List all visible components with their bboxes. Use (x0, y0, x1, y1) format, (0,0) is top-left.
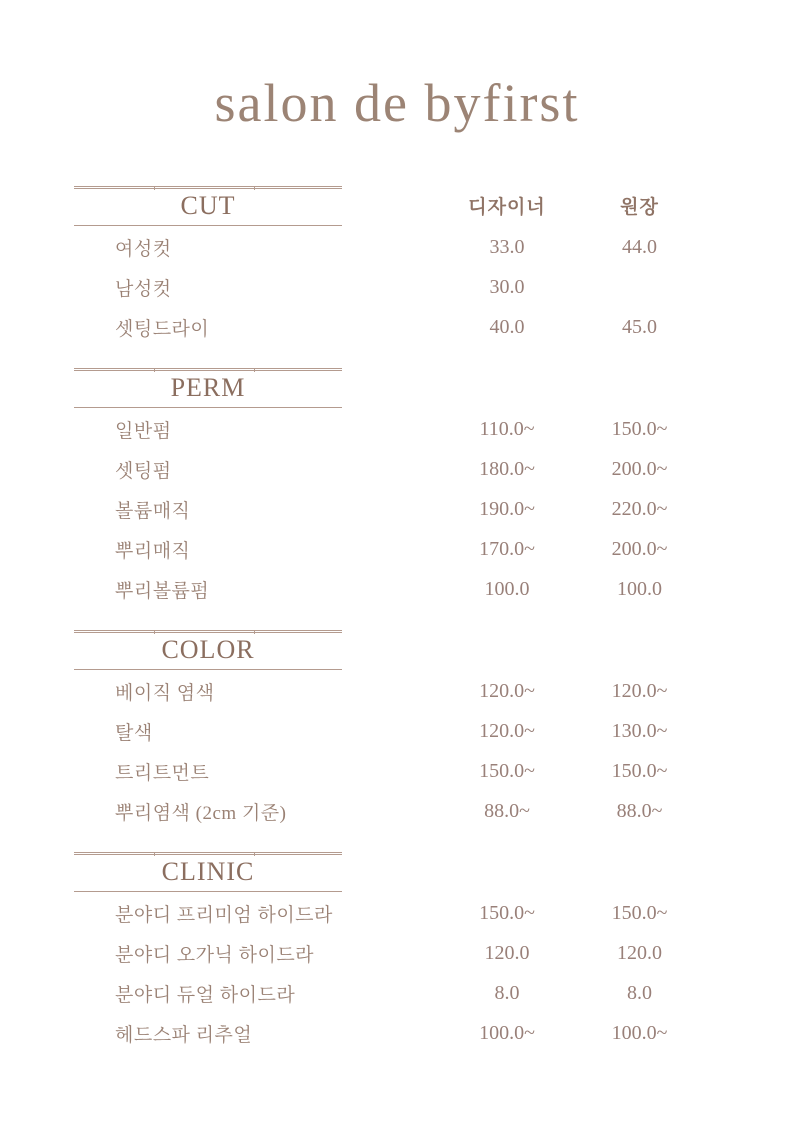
column-header-director: 원장 (620, 197, 659, 218)
item-label: 셋팅펌 (115, 461, 172, 482)
table-row (74, 228, 794, 268)
designer-price: 120.0~ (479, 720, 535, 742)
section-color (74, 630, 794, 832)
table-row (74, 490, 794, 530)
director-price: 120.0 (617, 942, 662, 964)
director-price: 200.0~ (611, 458, 668, 480)
table-row (74, 1014, 794, 1054)
table-row (74, 752, 794, 792)
designer-price: 40.0 (489, 316, 525, 338)
table-divider-tick (154, 368, 155, 372)
item-label: 볼륨매직 (115, 501, 191, 522)
table-row (74, 712, 794, 752)
item-label: 남성컷 (115, 279, 172, 300)
section-cut (74, 186, 794, 348)
table-row (74, 530, 794, 570)
item-label: 헤드스파 리추얼 (115, 1025, 253, 1046)
item-label: 뿌리매직 (115, 541, 191, 562)
item-label: 뿌리볼륨펌 (115, 581, 210, 602)
director-price: 45.0 (622, 316, 657, 338)
designer-price: 100.0~ (479, 1022, 535, 1044)
item-label: 트리트먼트 (115, 763, 210, 784)
table-divider-tick (154, 852, 155, 856)
director-price: 120.0~ (611, 680, 668, 702)
table-row (74, 410, 794, 450)
table-divider-tick (254, 630, 255, 634)
table-row (74, 308, 794, 348)
section-perm-title: PERM (170, 372, 246, 402)
designer-price: 150.0~ (479, 760, 535, 782)
item-label: 분야디 듀얼 하이드라 (115, 985, 296, 1006)
table-row (74, 672, 794, 712)
section-perm-header-row (74, 368, 794, 408)
designer-price: 120.0 (484, 942, 530, 964)
designer-price: 33.0 (489, 236, 525, 258)
section-cut-rows (74, 228, 794, 348)
section-perm-rows (74, 410, 794, 610)
table-row (74, 974, 794, 1014)
item-label: 분야디 오가닉 하이드라 (115, 945, 315, 966)
item-label: 탈색 (115, 723, 153, 744)
item-label: 일반펌 (115, 421, 172, 442)
section-color-header-row (74, 630, 794, 670)
designer-price: 190.0~ (479, 498, 535, 520)
section-perm (74, 368, 794, 610)
designer-price: 150.0~ (479, 902, 535, 924)
director-price: 100.0~ (611, 1022, 668, 1044)
director-price: 130.0~ (611, 720, 668, 742)
director-price: 200.0~ (611, 538, 668, 560)
column-header-designer: 디자이너 (468, 197, 546, 218)
designer-price: 180.0~ (479, 458, 535, 480)
section-clinic-rows (74, 894, 794, 1054)
director-price: 88.0~ (616, 800, 663, 822)
price-menu (0, 186, 794, 1054)
director-price: 100.0 (617, 578, 662, 600)
table-divider-tick (154, 630, 155, 634)
designer-price: 110.0~ (479, 418, 535, 440)
designer-price: 8.0 (494, 982, 520, 1004)
section-perm-header-box (74, 368, 342, 408)
designer-price: 170.0~ (479, 538, 535, 560)
table-divider-tick (154, 186, 155, 190)
item-label: 베이직 염색 (115, 683, 215, 704)
section-color-header-box (74, 630, 342, 670)
page-title: salon de byfirst (214, 73, 580, 133)
section-clinic-header-box (74, 852, 342, 892)
section-cut-header-row (74, 186, 794, 226)
table-row (74, 268, 794, 308)
table-divider-tick (254, 852, 255, 856)
director-price: 8.0 (627, 982, 652, 1004)
table-row (74, 450, 794, 490)
item-label: 여성컷 (115, 239, 172, 260)
item-label: 뿌리염색 (2cm 기준) (115, 803, 287, 824)
designer-price: 100.0 (484, 578, 530, 600)
table-row (74, 894, 794, 934)
table-divider-tick (254, 186, 255, 190)
section-clinic-title: CLINIC (161, 856, 255, 886)
designer-price: 88.0~ (484, 800, 530, 822)
designer-price: 30.0 (489, 276, 525, 298)
director-price: 44.0 (622, 236, 657, 258)
item-label: 분야디 프리미엄 하이드라 (115, 905, 333, 926)
table-row (74, 570, 794, 610)
section-color-rows (74, 672, 794, 832)
table-row (74, 934, 794, 974)
section-cut-header-box (74, 186, 342, 226)
director-price: 220.0~ (611, 498, 668, 520)
section-clinic-header-row (74, 852, 794, 892)
director-price: 150.0~ (611, 418, 668, 440)
section-cut-title: CUT (180, 190, 236, 220)
item-label: 셋팅드라이 (115, 319, 210, 340)
director-price: 150.0~ (611, 902, 668, 924)
table-row (74, 792, 794, 832)
director-price: 150.0~ (611, 760, 668, 782)
table-divider-tick (254, 368, 255, 372)
section-clinic (74, 852, 794, 1054)
section-color-title: COLOR (161, 634, 255, 664)
designer-price: 120.0~ (479, 680, 535, 702)
